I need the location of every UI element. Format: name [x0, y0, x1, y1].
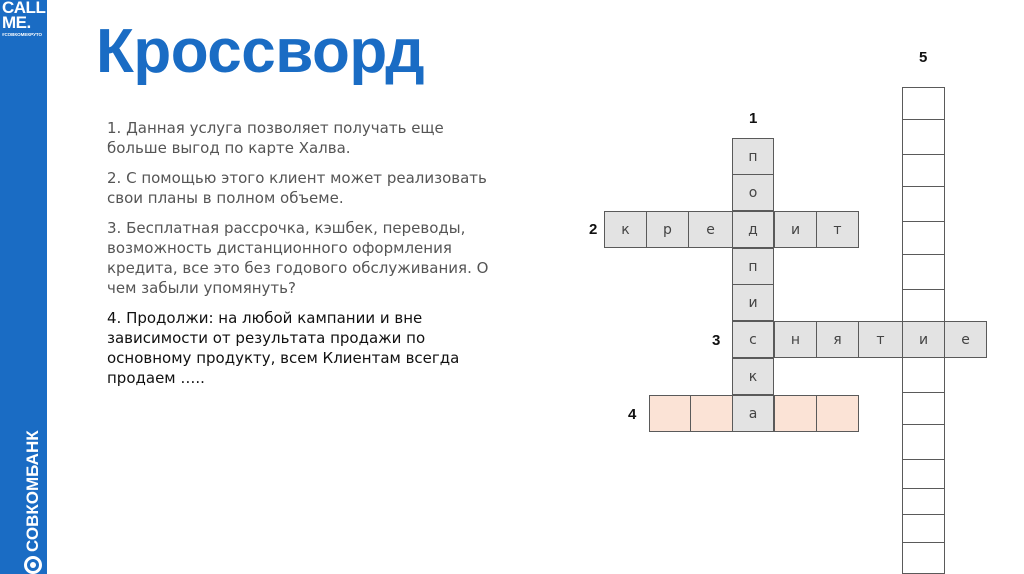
cell-word1-5[interactable]: и	[732, 284, 774, 321]
cell-word2-3[interactable]: е	[688, 211, 733, 248]
cell-word3-4[interactable]: т	[858, 321, 903, 358]
cell-word5-6[interactable]	[902, 254, 945, 290]
cell-word3-5[interactable]: и	[902, 321, 945, 358]
cell-word5-12[interactable]	[902, 459, 945, 489]
call-me-hashtag: #СОВКОМЕКРУТО	[2, 32, 43, 37]
word-number-2: 2	[589, 221, 598, 238]
cell-word3-3[interactable]: я	[816, 321, 859, 358]
cell-word5-15[interactable]	[902, 542, 945, 574]
cell-word4-5[interactable]	[774, 395, 817, 432]
cell-word5-10[interactable]	[902, 392, 945, 425]
cell-word1-4[interactable]: п	[732, 248, 774, 285]
cell-word5-3[interactable]	[902, 154, 945, 187]
word-number-5: 5	[919, 49, 928, 66]
cell-word2-5[interactable]: и	[774, 211, 817, 248]
word-number-4: 4	[628, 406, 637, 423]
question-1: 1. Данная услуга позволяет получать еще больше выгод по карте Халва.	[107, 119, 444, 157]
cell-word5-4[interactable]	[902, 186, 945, 222]
bank-name: СОВКОМБАНК	[23, 430, 42, 552]
word-number-1: 1	[749, 110, 758, 127]
cell-word4-1[interactable]	[649, 395, 691, 432]
call-me-line1: CALL	[2, 0, 46, 17]
cell-word2-2[interactable]: р	[646, 211, 689, 248]
cell-word5-14[interactable]	[902, 514, 945, 543]
cell-word5-7[interactable]	[902, 289, 945, 322]
cell-word2-1[interactable]: к	[604, 211, 647, 248]
cell-word5-5[interactable]	[902, 221, 945, 255]
cell-word1-1[interactable]: п	[732, 138, 774, 175]
cell-word5-2[interactable]	[902, 119, 945, 155]
cell-word4-2[interactable]	[690, 395, 733, 432]
question-2: 2. С помощью этого клиент может реализовать свои планы в полном объеме.	[107, 169, 487, 207]
page-title: Кроссворд	[96, 17, 425, 86]
cell-word1-8[interactable]: а	[732, 395, 774, 432]
cell-word4-6[interactable]	[816, 395, 859, 432]
cell-word2-6[interactable]: т	[816, 211, 859, 248]
cell-word5-13[interactable]	[902, 488, 945, 515]
cell-word3-6[interactable]: е	[944, 321, 987, 358]
cell-word1-3[interactable]: д	[732, 211, 774, 248]
cell-word5-1[interactable]	[902, 87, 945, 120]
call-me-line2: ME.	[2, 13, 31, 32]
question-4: 4. Продолжи: на любой кампании и вне зависимости от результата продажи по основному продукту, всем Клиентам всегда продаем …..	[107, 309, 460, 387]
cell-word5-9[interactable]	[902, 357, 945, 393]
cell-word5-11[interactable]	[902, 424, 945, 460]
cell-word1-2[interactable]: о	[732, 174, 774, 211]
cell-word1-6[interactable]: с	[732, 321, 774, 358]
cell-word1-7[interactable]: к	[732, 358, 774, 395]
cell-word3-2[interactable]: н	[774, 321, 817, 358]
question-3: 3. Бесплатная рассрочка, кэшбек, переводы, возможность дистанционного оформления кредита, все это без годового обслуживания. О чем забыли упомянуть?	[107, 219, 489, 297]
word-number-3: 3	[712, 332, 721, 349]
